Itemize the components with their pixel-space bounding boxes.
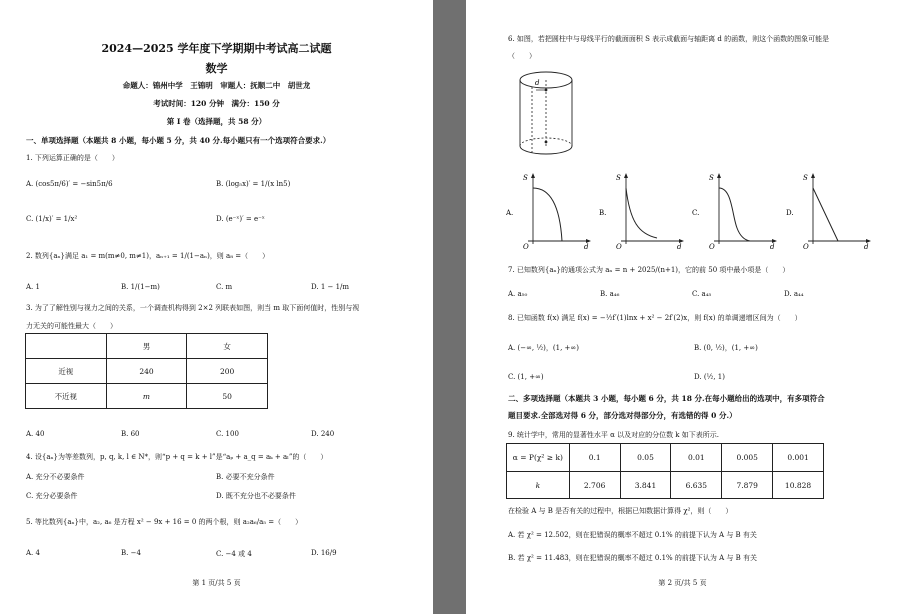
q3-option-c: C. 100 (216, 430, 239, 438)
table-header-cell: 男 (106, 334, 187, 359)
axis-d-label: d (677, 243, 682, 250)
table-cell: 200 (187, 359, 268, 384)
q6-stem: 6. 如图，若把圆柱中与母线平行的截面面积 S 表示成截面与轴距离 d 的函数，则这个函数的图象可能是 (508, 35, 830, 43)
exam-page-2 (466, 0, 899, 614)
table-cell: 50 (187, 384, 268, 409)
q3-option-b: B. 60 (121, 430, 140, 438)
q9-note: 在检验 A 与 B 是否有关的过程中，根据已知数据计算得 χ²，则（ ） (508, 507, 733, 515)
table-cell: 3.841 (620, 472, 671, 499)
q7-option-c: C. a₄₅ (692, 290, 712, 298)
q1-stem: 1. 下列运算正确的是（ ） (26, 154, 119, 162)
table-cell: 不近视 (26, 384, 107, 409)
q8-option-d: D. (½, 1) (694, 373, 725, 381)
table-cell: m (106, 384, 187, 409)
origin-label: O (803, 243, 809, 250)
q9-option-a: A. 若 χ² = 12.502，则在犯错误的概率不超过 0.1% 的前提下认为 A 与 B 有关 (508, 531, 757, 539)
table-cell: 240 (106, 359, 187, 384)
exam-page-1 (0, 0, 433, 614)
q4-option-d: D. 既不充分也不必要条件 (216, 492, 296, 500)
q7-option-a: A. a₅₀ (508, 290, 528, 298)
q1-option-b: B. (log₅x)′ = 1/(x ln5) (216, 180, 291, 188)
exam-volume: 第 I 卷（选择题，共 58 分） (166, 117, 267, 126)
page-gap (433, 0, 466, 614)
q4-option-c: C. 充分必要条件 (26, 492, 78, 500)
section-1-heading: 一、单项选择题（本题共 8 小题，每小题 5 分，共 40 分.每小题只有一个选项符合要求.） (26, 136, 331, 145)
origin-label: O (709, 243, 715, 250)
q2-stem: 2. 数列{aₙ}满足 a₁ = m(m≠0, m≠1)，aₙ₊₁ = 1/(1−aₙ)，则 a₈ =（ ） (26, 252, 270, 260)
figure-d-label: d (535, 79, 540, 87)
q7-stem: 7. 已知数列{aₙ}的通项公式为 aₙ = n + 2025/(n+1)，它的前 50 项中最小项是（ ） (508, 266, 790, 274)
table-row (26, 384, 268, 409)
q5-option-d: D. 16/9 (311, 549, 337, 557)
exam-time-info: 考试时间：120 分钟 满分：150 分 (153, 99, 280, 108)
page-footer: 第 2 页/共 5 页 (658, 579, 707, 587)
q6-graph-c (692, 170, 778, 250)
q8-option-b: B. (0, ½)，(1, +∞) (694, 344, 758, 352)
exam-title: 2024—2025 学年度下学期期中考试高二试题 (101, 42, 332, 55)
q7-option-b: B. a₄₆ (600, 290, 620, 298)
q3-stem-cont: 力无关的可能性最大（ ） (26, 322, 117, 330)
q5-stem: 5. 等比数列{aₙ}中，a₂, a₆ 是方程 x² − 9x + 16 = 0 的两个根，则 a₂a₆/a₅ =（ ） (26, 518, 303, 526)
q5-option-c: C. −4 或 4 (216, 550, 252, 558)
table-header-cell (26, 334, 107, 359)
table-cell: 0.01 (671, 444, 722, 472)
q1-option-d: D. (e⁻ˣ)′ = e⁻ˣ (216, 215, 265, 223)
table-row (507, 444, 824, 472)
q2-option-b: B. 1/(1−m) (121, 283, 160, 291)
q9-stem: 9. 统计学中，常用的显著性水平 α 以及对应的分位数 k 如下表所示. (508, 431, 719, 439)
option-label: A. (506, 209, 514, 217)
axis-s-label: S (616, 174, 621, 182)
q8-stem: 8. 已知函数 f(x) 满足 f(x) = −½f′(1)lnx + x² − 2f′(2)x，则 f(x) 的单调递增区间为（ ） (508, 314, 802, 322)
table-cell: 7.879 (722, 472, 773, 499)
q2-option-d: D. 1 − 1/m (311, 283, 350, 291)
table-cell: 2.706 (569, 472, 620, 499)
q3-option-a: A. 40 (26, 430, 45, 438)
section-2-heading-cont: 题目要求.全部选对得 6 分，部分选对得部分分，有选错的得 0 分.） (508, 411, 737, 420)
q5-option-a: A. 4 (26, 549, 40, 557)
option-label: D. (786, 209, 794, 217)
table-cell: 近视 (26, 359, 107, 384)
axis-s-label: S (523, 174, 528, 182)
q4-option-b: B. 必要不充分条件 (216, 473, 275, 481)
table-cell: 10.828 (773, 472, 824, 499)
q6-graph-d (786, 170, 872, 250)
axis-s-label: S (709, 174, 714, 182)
axis-s-label: S (803, 174, 808, 182)
origin-label: O (616, 243, 622, 250)
axis-d-label: d (770, 243, 775, 250)
q9-significance-table (506, 443, 824, 499)
q1-option-a: A. (cos5π/6)′ = −sin5π/6 (26, 180, 113, 188)
q6-graph-b (599, 170, 685, 250)
table-header-cell: 女 (187, 334, 268, 359)
option-label: C. (692, 209, 700, 217)
axis-d-label: d (584, 243, 589, 250)
origin-label: O (523, 243, 529, 250)
table-header-cell: α = P(χ² ≥ k) (507, 444, 570, 472)
cylinder-figure (512, 66, 580, 166)
table-row (507, 472, 824, 499)
table-cell: 0.005 (722, 444, 773, 472)
q3-contingency-table (25, 333, 268, 409)
q4-option-a: A. 充分不必要条件 (26, 473, 85, 481)
q5-option-b: B. −4 (121, 549, 141, 557)
axis-d-label: d (864, 243, 869, 250)
q8-option-c: C. (1, +∞) (508, 373, 544, 381)
q8-option-a: A. (−∞, ½)，(1, +∞) (508, 344, 579, 352)
option-label: B. (599, 209, 607, 217)
table-row (26, 359, 268, 384)
q6-stem-cont: （ ） (508, 52, 536, 60)
exam-authors: 命题人：锦州中学 王锦明 审题人：抚顺二中 胡世龙 (122, 81, 311, 90)
page-footer: 第 1 页/共 5 页 (192, 579, 241, 587)
table-cell: 6.635 (671, 472, 722, 499)
q2-option-a: A. 1 (26, 283, 40, 291)
table-cell: 0.1 (569, 444, 620, 472)
section-2-heading: 二、多项选择题（本题共 3 小题，每小题 6 分，共 18 分.在每小题给出的选项中，有多项符合 (508, 394, 825, 403)
table-header-cell: k (507, 472, 570, 499)
table-cell: 0.05 (620, 444, 671, 472)
q3-option-d: D. 240 (311, 430, 335, 438)
q6-graph-a (506, 170, 592, 250)
q2-option-c: C. m (216, 283, 233, 291)
exam-subject: 数学 (205, 62, 228, 75)
table-cell: 0.001 (773, 444, 824, 472)
q4-stem: 4. 设{aₙ}为等差数列，p, q, k, l ∈ N*，则“p + q = k + l”是“aₚ + a_q = aₖ + aₗ”的（ ） (26, 453, 328, 461)
q3-stem: 3. 为了了解性别与视力之间的关系，一个调查机构得到 2×2 列联表如图，则当 m 取下面何值时，性别与视 (26, 304, 360, 312)
q9-option-b: B. 若 χ² = 11.483，则在犯错误的概率不超过 0.1% 的前提下认为 A 与 B 有关 (508, 554, 758, 562)
q7-option-d: D. a₄₄ (784, 290, 804, 298)
q1-option-c: C. (1/x)′ = 1/x² (26, 215, 78, 223)
